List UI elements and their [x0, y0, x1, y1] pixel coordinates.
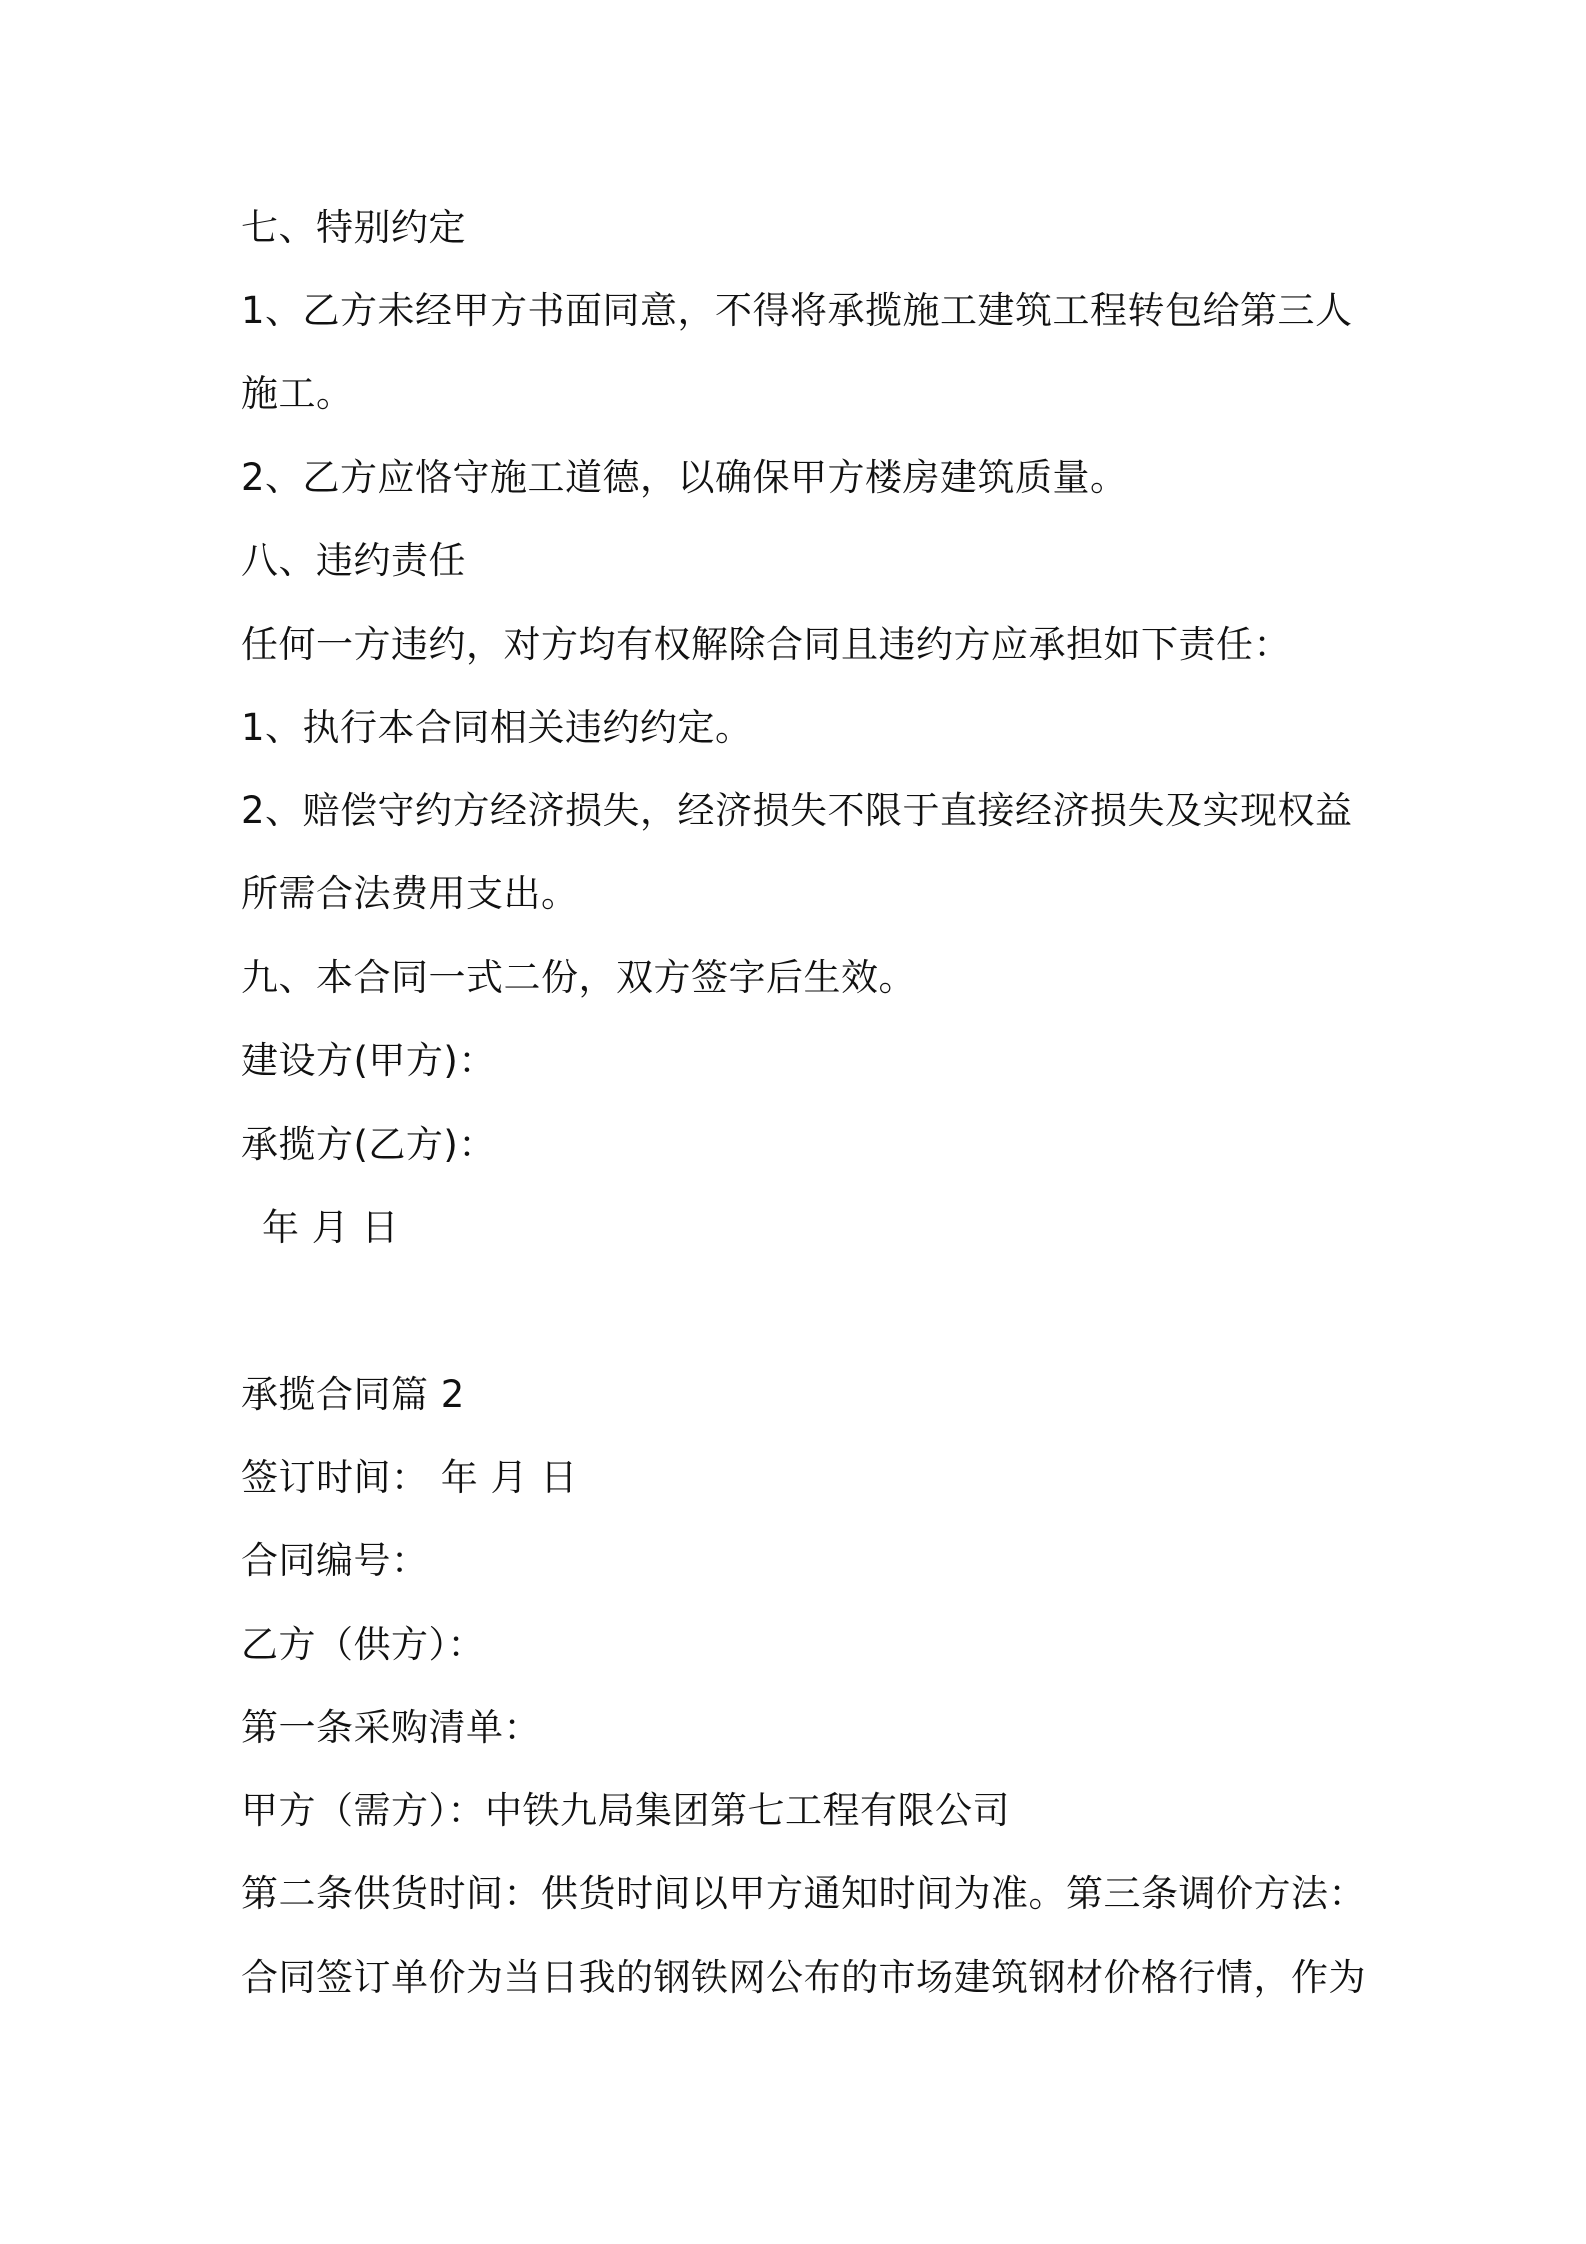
section-heading-breach-liability: 八、违约责任 — [241, 539, 466, 582]
paragraph-line: 九、本合同一式二份，双方签字后生效。 — [241, 956, 916, 999]
contract-number-line: 合同编号： — [241, 1539, 429, 1582]
paragraph-line: 施工。 — [241, 372, 354, 415]
paragraph-line: 2、赔偿守约方经济损失，经济损失不限于直接经济损失及实现权益 — [241, 789, 1353, 832]
paragraph-line: 1、乙方未经甲方书面同意，不得将承揽施工建筑工程转包给第三人 — [241, 289, 1353, 332]
article-1-heading: 第一条采购清单： — [241, 1706, 541, 1749]
paragraph-line: 2、乙方应恪守施工道德，以确保甲方楼房建筑质量。 — [241, 456, 1128, 499]
party-b-supplier-line: 乙方（供方）： — [241, 1623, 485, 1666]
signature-party-b: 承揽方(乙方)： — [241, 1123, 496, 1166]
paragraph-line: 1、执行本合同相关违约约定。 — [241, 706, 753, 749]
paragraph-line: 任何一方违约，对方均有权解除合同且违约方应承担如下责任： — [241, 623, 1291, 666]
contract-title-2: 承揽合同篇 2 — [241, 1373, 465, 1416]
signature-date: 年 月 日 — [262, 1206, 400, 1249]
section-heading-special-terms: 七、特别约定 — [241, 206, 466, 249]
paragraph-line: 所需合法费用支出。 — [241, 872, 579, 915]
signing-date-line: 签订时间： 年 月 日 — [241, 1456, 578, 1499]
party-a-buyer-line: 甲方（需方）：中铁九局集团第七工程有限公司 — [241, 1789, 1010, 1832]
paragraph-line: 合同签订单价为当日我的钢铁网公布的市场建筑钢材价格行情，作为 — [241, 1956, 1366, 1999]
signature-party-a: 建设方(甲方)： — [241, 1039, 496, 1082]
paragraph-line: 第二条供货时间：供货时间以甲方通知时间为准。第三条调价方法： — [241, 1872, 1366, 1915]
